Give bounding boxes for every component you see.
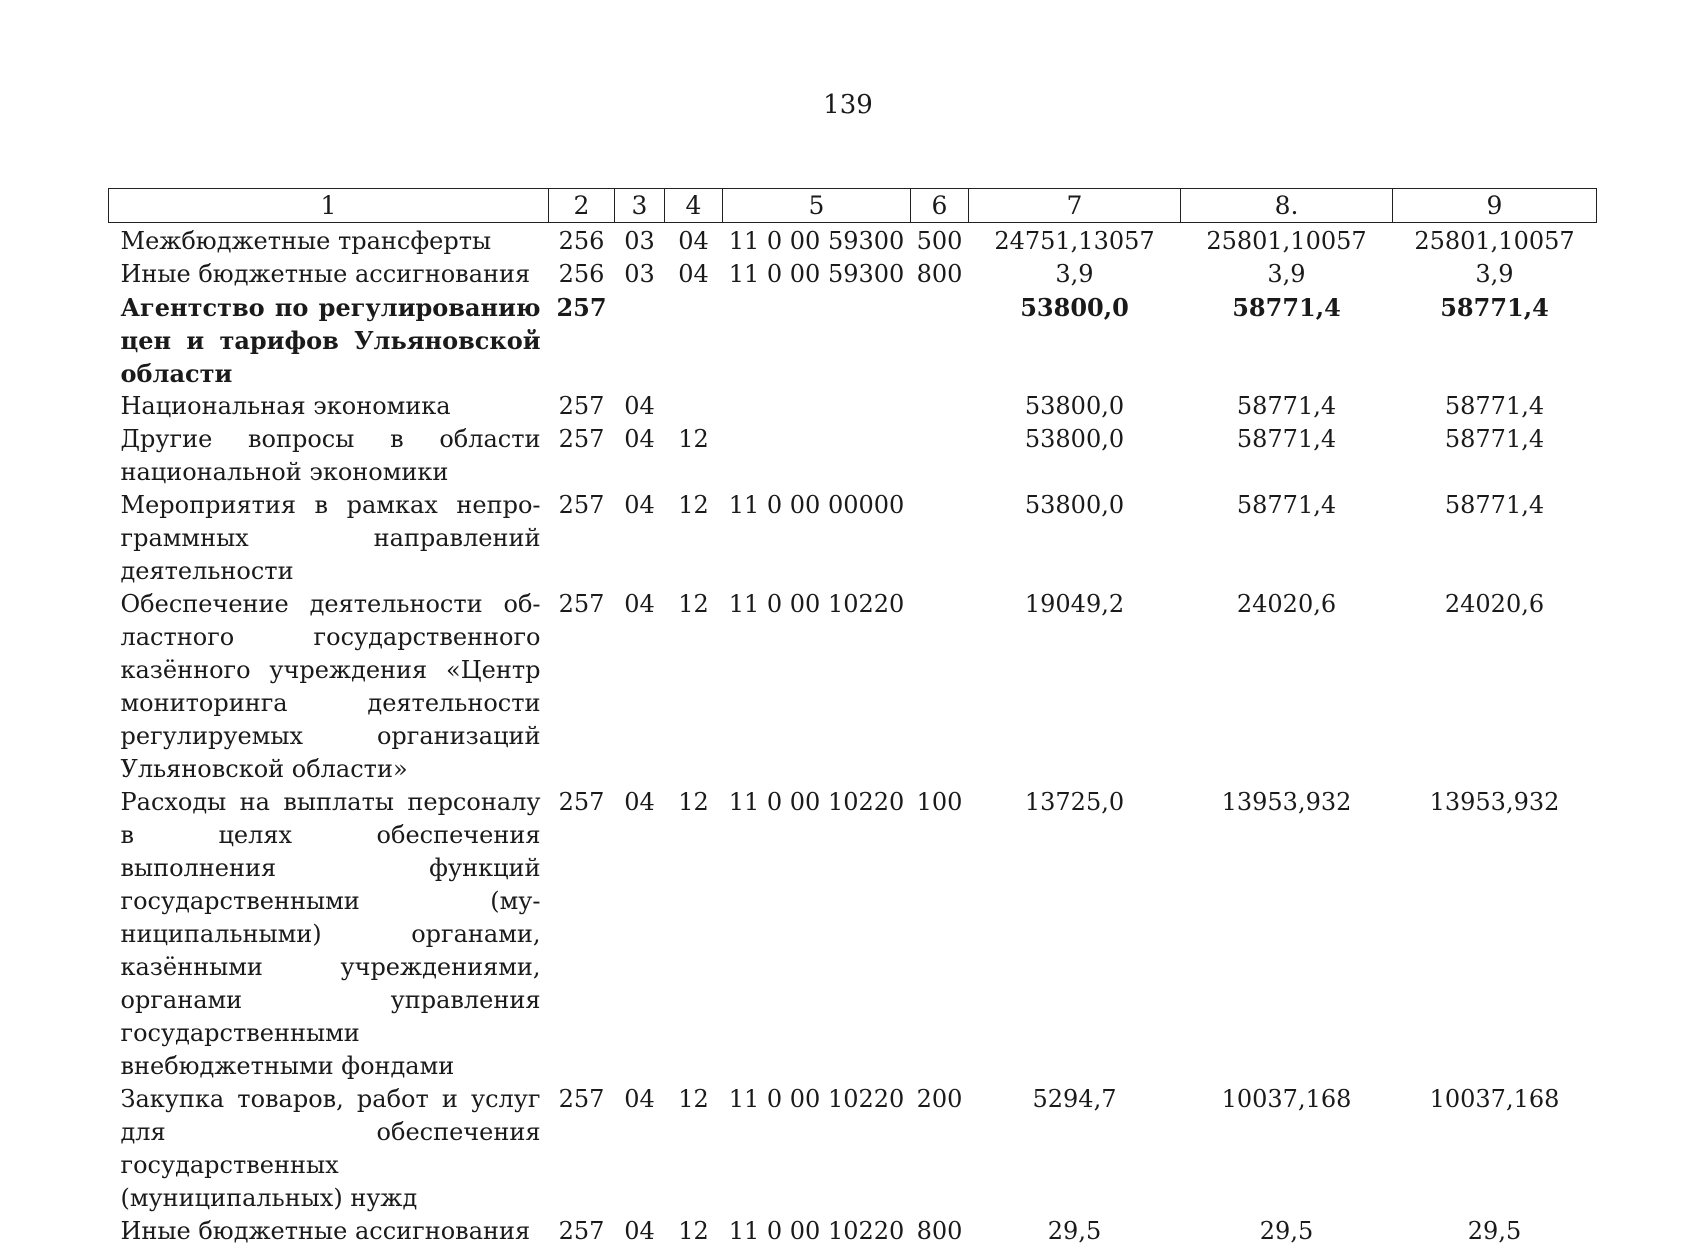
row-cell-c4: [665, 291, 723, 390]
table-row: [109, 588, 1597, 786]
row-cell-c5: 11 0 00 59300: [723, 223, 911, 259]
row-cell-c8: 3,9: [1181, 258, 1393, 291]
row-cell-c8: 25801,10057: [1181, 223, 1393, 259]
row-label: Другие вопросы в области национальной экономики: [109, 423, 549, 489]
row-cell-c6: 200: [911, 1083, 969, 1215]
row-cell-c9: 58771,4: [1393, 423, 1597, 489]
row-label: Межбюджетные трансферты: [109, 223, 549, 259]
row-label: Иные бюджетные ассигнования: [109, 1215, 549, 1248]
row-cell-c3: 04: [615, 1215, 665, 1248]
row-cell-c3: 03: [615, 258, 665, 291]
table-row: [109, 1083, 1597, 1215]
row-cell-c2: 257: [549, 1215, 615, 1248]
row-label: Иные бюджетные ассигнования: [109, 258, 549, 291]
row-cell-c5: 11 0 00 10220: [723, 786, 911, 1083]
row-cell-c7: 53800,0: [969, 291, 1181, 390]
row-cell-c3: 04: [615, 489, 665, 588]
table-row: [109, 786, 1597, 1083]
row-cell-c7: 13725,0: [969, 786, 1181, 1083]
row-cell-c5: 11 0 00 10220: [723, 1083, 911, 1215]
row-cell-c9: 58771,4: [1393, 291, 1597, 390]
row-cell-c7: 29,5: [969, 1215, 1181, 1248]
row-cell-c8: 13953,932: [1181, 786, 1393, 1083]
header-row: [109, 189, 1597, 223]
row-cell-c3: 04: [615, 423, 665, 489]
header-cell: 2: [549, 189, 615, 223]
row-cell-c8: 58771,4: [1181, 489, 1393, 588]
row-cell-c6: [911, 588, 969, 786]
row-cell-c9: 24020,6: [1393, 588, 1597, 786]
row-cell-c2: 257: [549, 291, 615, 390]
row-cell-c6: 100: [911, 786, 969, 1083]
row-cell-c6: [911, 423, 969, 489]
row-cell-c7: 53800,0: [969, 390, 1181, 423]
header-cell: 3: [615, 189, 665, 223]
row-cell-c3: 04: [615, 786, 665, 1083]
header-cell: 6: [911, 189, 969, 223]
row-cell-c4: [665, 390, 723, 423]
row-cell-c9: 29,5: [1393, 1215, 1597, 1248]
row-cell-c5: [723, 390, 911, 423]
page-number: 139: [0, 90, 1696, 120]
row-cell-c3: [615, 291, 665, 390]
table-row: [109, 291, 1597, 390]
row-cell-c2: 256: [549, 258, 615, 291]
row-cell-c4: 12: [665, 1215, 723, 1248]
row-cell-c7: 19049,2: [969, 588, 1181, 786]
row-label: Закупка товаров, работ и услуг для обеспечения государственных (муниципальных) нужд: [109, 1083, 549, 1215]
row-cell-c4: 12: [665, 588, 723, 786]
row-cell-c2: 256: [549, 223, 615, 259]
row-cell-c7: 3,9: [969, 258, 1181, 291]
header-cell: 1: [109, 189, 549, 223]
header-cell: 9: [1393, 189, 1597, 223]
row-cell-c9: 25801,10057: [1393, 223, 1597, 259]
table-row: [109, 258, 1597, 291]
row-cell-c9: 58771,4: [1393, 489, 1597, 588]
header-cell: 4: [665, 189, 723, 223]
row-cell-c3: 04: [615, 588, 665, 786]
row-cell-c5: 11 0 00 10220: [723, 1215, 911, 1248]
table-row: [109, 423, 1597, 489]
row-cell-c6: 800: [911, 1215, 969, 1248]
row-cell-c8: 29,5: [1181, 1215, 1393, 1248]
table-row: [109, 223, 1597, 259]
budget-table: [108, 188, 1597, 1248]
row-label: Агентство по регулированию цен и тарифов Ульяновской области: [109, 291, 549, 390]
row-cell-c3: 04: [615, 390, 665, 423]
row-cell-c3: 03: [615, 223, 665, 259]
row-cell-c9: 3,9: [1393, 258, 1597, 291]
row-cell-c3: 04: [615, 1083, 665, 1215]
row-cell-c4: 12: [665, 786, 723, 1083]
header-cell: 5: [723, 189, 911, 223]
row-cell-c2: 257: [549, 489, 615, 588]
row-cell-c5: 11 0 00 10220: [723, 588, 911, 786]
row-cell-c8: 58771,4: [1181, 423, 1393, 489]
row-label: Обеспечение деятельности областного государственного казённого учреждения «Центр мониторинга деятельности регулируемых организаций Ульяновской области»: [109, 588, 549, 786]
row-cell-c4: 12: [665, 489, 723, 588]
row-cell-c5: 11 0 00 59300: [723, 258, 911, 291]
row-cell-c4: 04: [665, 258, 723, 291]
row-cell-c2: 257: [549, 1083, 615, 1215]
row-cell-c7: 53800,0: [969, 489, 1181, 588]
row-cell-c6: 800: [911, 258, 969, 291]
row-cell-c4: 04: [665, 223, 723, 259]
table-row: [109, 390, 1597, 423]
row-label: Национальная экономика: [109, 390, 549, 423]
row-cell-c9: 13953,932: [1393, 786, 1597, 1083]
row-cell-c6: [911, 489, 969, 588]
row-cell-c9: 58771,4: [1393, 390, 1597, 423]
row-cell-c7: 53800,0: [969, 423, 1181, 489]
row-cell-c8: 10037,168: [1181, 1083, 1393, 1215]
header-cell: 8.: [1181, 189, 1393, 223]
row-cell-c6: 500: [911, 223, 969, 259]
row-cell-c9: 10037,168: [1393, 1083, 1597, 1215]
table-row: [109, 1215, 1597, 1248]
header-cell: 7: [969, 189, 1181, 223]
row-cell-c8: 58771,4: [1181, 291, 1393, 390]
row-label: Мероприятия в рамках непрограммных направлений деятельности: [109, 489, 549, 588]
row-cell-c5: [723, 423, 911, 489]
table-body: [109, 223, 1597, 1248]
row-cell-c2: 257: [549, 390, 615, 423]
row-cell-c2: 257: [549, 588, 615, 786]
row-cell-c7: 24751,13057: [969, 223, 1181, 259]
row-cell-c6: [911, 291, 969, 390]
row-cell-c4: 12: [665, 423, 723, 489]
row-cell-c5: 11 0 00 00000: [723, 489, 911, 588]
row-label: Расходы на выплаты персоналу в целях обеспечения выполнения функций государственными (муниципальными) органами, казёнными учреждениями, органами управления государственными внебюджетными фондами: [109, 786, 549, 1083]
row-cell-c8: 58771,4: [1181, 390, 1393, 423]
row-cell-c6: [911, 390, 969, 423]
row-cell-c8: 24020,6: [1181, 588, 1393, 786]
table-row: [109, 489, 1597, 588]
row-cell-c5: [723, 291, 911, 390]
table-header: [109, 189, 1597, 223]
row-cell-c4: 12: [665, 1083, 723, 1215]
row-cell-c7: 5294,7: [969, 1083, 1181, 1215]
row-cell-c2: 257: [549, 786, 615, 1083]
row-cell-c2: 257: [549, 423, 615, 489]
